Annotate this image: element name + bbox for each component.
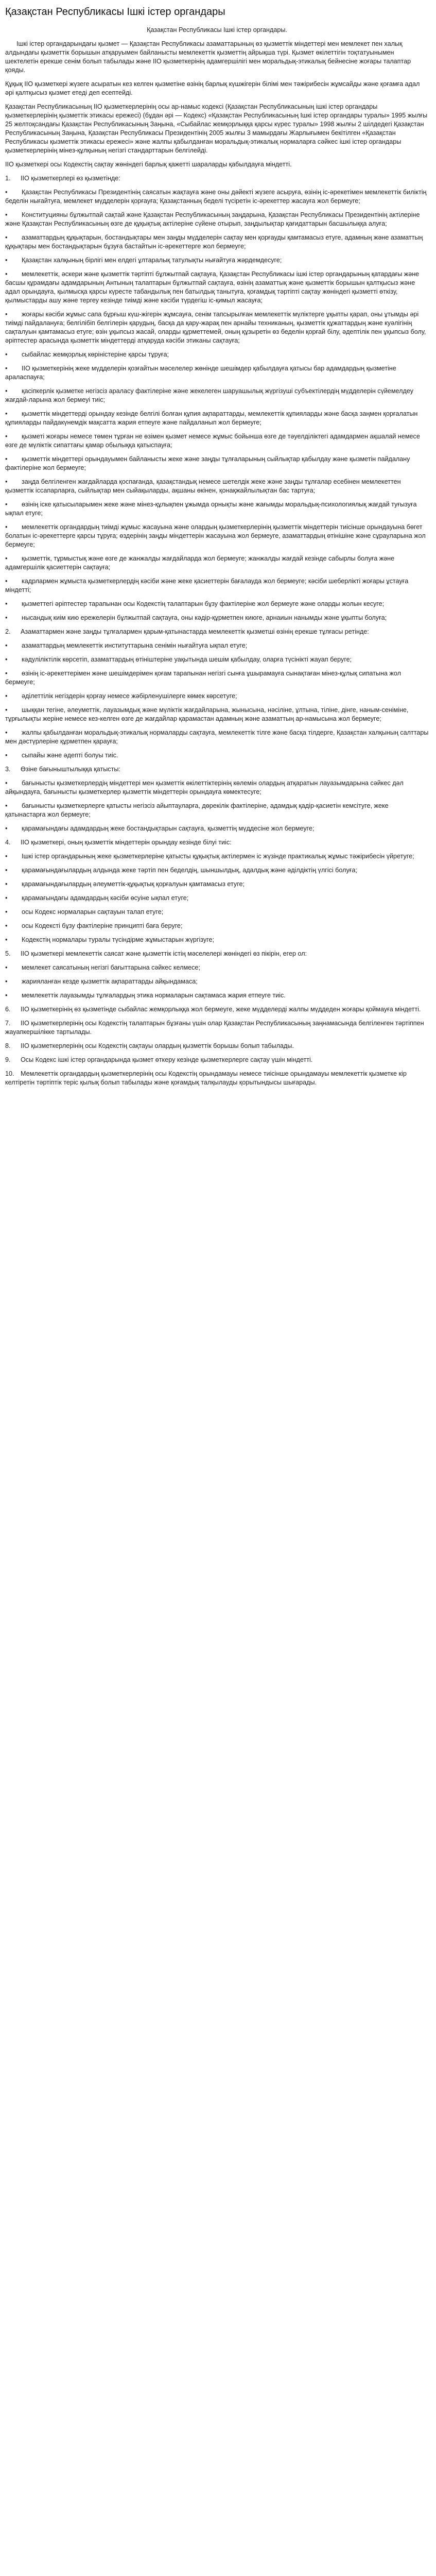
clause-text: ІІО қызметкерінің өз қызметінде сыбайлас жемқорлыққа жол бермеуге, жеке мүдделерді жалпы мүддеден жоғары қоймауға міндетті. — [21, 1006, 421, 1013]
list-item — [5, 310, 429, 345]
list-item-text: Конституцияны бұлжытпай сақтай және Қазақстан Республикасының заңдарына, Қазақстан Республикасы Президентінің актілеріне және Қазақстан Республикасының өзге де құқықтық актілеріне сүйене отырып, заңдылықтар қағидаттарын басшылыққа алуға; — [5, 211, 420, 227]
list-item — [5, 669, 429, 687]
bullet-marker: • — [5, 478, 8, 485]
list-item — [5, 908, 429, 917]
numbered-clause — [5, 628, 429, 636]
list-item-text: осы Кодексті бұзу фактілеріне принципті баға беруге; — [22, 922, 183, 929]
clause-text: ІІО қызметкерлерінің осы Кодекстің талаптарын бұзғаны үшін олар Қазақстан Республикасының заңнамасында белгіленген тәртіппен жауапкершілікке тартылады. — [5, 1020, 424, 1036]
bullet-marker: • — [5, 189, 8, 196]
list-item-text: өзінің іс-әрекеттерімен және шешімдерімен қоғам тарапынан негізгі сынға ұшырамауға сынақтаған мінез-құлық сипатына жол бермеуге; — [5, 670, 401, 686]
document-intro — [5, 40, 429, 169]
bullet-marker: • — [5, 270, 8, 278]
list-item-text: мемлекет саясатының негізгі бағыттарына сәйкес келмесе; — [22, 964, 200, 971]
numbered-clause — [5, 174, 429, 183]
list-item-text: қасіпкерлік қызметке негізсіз араласу фактілеріне және жекелеген шаруашылық жүргізуші субъектілердің мүдделерін сүйемелдеу жағдай-ларына жол бермеуі тиіс; — [5, 387, 414, 403]
list-item-text: қызметтегі әріптестер тарапынан осы Кодекстің талаптарын бұзу фактілеріне жол бермеуге және оларды жолын кесуге; — [22, 600, 385, 607]
list-item — [5, 188, 429, 206]
list-item-text: қызметі жоғары немесе төмен тұрған не өзімен қызмет немесе жұмыс бойынша өзге де тәуелділіктегі адамдармен ақшалай немесе өзге де мүліктік сипаттағы қамар обылыққа қатыспауға; — [5, 433, 420, 449]
list-item-text: қызметтік міндеттері орындауымен байланысты жеке және заңды тұлғаларының сыйлықтар қабылдау және қызметін пайдалану фактілеріне жол бермеуге; — [5, 455, 410, 471]
list-item — [5, 614, 429, 622]
list-item-text: әділеттілік негіздерін қорғау немесе жәбірленушілерге көмек көрсетуге; — [22, 692, 237, 700]
numbered-clause — [5, 838, 429, 847]
list-item-text: мемлекеттік лауазымды тұлғалардың этика нормаларын сақтамаса жария етпеуге тиіс. — [22, 992, 286, 999]
list-item-text: азаматтардың мемлекеттік институттарына сенімін нығайтуға ықпал етуге; — [22, 642, 248, 649]
bullet-marker: • — [5, 211, 8, 218]
list-item-text: қарамағындағы адамдардың жеке бостандықтарын сақтауға, қызметтің мүддесіне жол бермеуге; — [22, 825, 315, 832]
list-item-text: бағынысты қызметкерлерге қатысты негізсіз айыптауларға, дөрекілік фактілеріне, адамдық қадір-қасиетін кемсітуге, жеке қатынастарға жол бермеуге; — [5, 802, 389, 818]
list-item-text: кадрлармен жұмыста қызметкерлердің кәсіби және жеке қасиеттерін бағалауда жол бермеуге; кәсіби шеберлікті жоғары ұстауға міндетті; — [5, 578, 409, 594]
list-item-text: мемлекеттік, әскери және қызметтік тәртіпті бұлжытпай сақтауға, Қазақстан Республикасы ішкі істер органдарының қатардағы және басшы құрамдағы адамдарының Антының талаптарын бұлжытпай сақтауға, өзінің азаматтық және қызметтік борышын қалтқысыз және адал орындауға, қылмысқа қарсы күресте табандылық пен батылдық танытуға, қоғамдық тәртіпті сақтау жөніндегі қызметті өткізу, қылмыстарды ашу және тергеу кезінде тиімді және кәсіби түрдегіш іс-қимыл жасауға; — [5, 270, 420, 304]
bullet-marker: • — [5, 867, 8, 874]
list-item-text: қызметтік, тұрмыстық және өзге де жанжалды жағдайларда жол бермеуге; жанжалды жағдай кезінде сабырлы болуға және адамгершілік қасиеттерін сақтауға; — [5, 555, 395, 571]
bullet-marker: • — [5, 752, 8, 759]
list-item — [5, 478, 429, 495]
clause-text: Өзіне бағыныштылыққа қатысты: — [21, 766, 120, 773]
list-item — [5, 991, 429, 1000]
bullet-marker: • — [5, 523, 8, 531]
list-item-text: жоғары кәсіби жұмыс сапа бұрғыш күш-жігерін жұмсауға, сенім тапсырылған мемлекеттік мүліктерге ұқыпты қарап, оны ұтымды әрі тиімді пайдалануға; белгілібіп белгілерін қарудың, басқа да қару-жарақ пен арнайы техниканың, қызметтік құжаттардың және куәлігінің сақталуын қамтамасыз етуге; өзін ұқыпсыз жасай, оларды құрметтемей, оның құзыретін өз беделін қорғай білу, әдептілік пен ұқыпсыз болу, әріптестер арасында қызметтік міндеттерді атқаруда кәсіби этиканы сақтауға; — [5, 311, 426, 344]
bullet-marker: • — [5, 578, 8, 585]
list-item-text: Кодекстің нормалары туралы түсіндірме жұмыстарын жүргізуге; — [22, 936, 215, 943]
numbered-clause — [5, 1056, 429, 1064]
list-item — [5, 641, 429, 650]
clause-text: ІІО қызметкерлерінің осы Кодекстің сақтауы олардың қызметтік борышы болып табылады. — [21, 1042, 294, 1049]
numbered-clause — [5, 765, 429, 774]
list-item — [5, 387, 429, 404]
numbered-clause — [5, 1019, 429, 1037]
bullet-marker: • — [5, 455, 8, 463]
list-item — [5, 728, 429, 746]
bullet-marker: • — [5, 257, 8, 264]
bullet-marker: • — [5, 433, 8, 440]
list-item-text: ІІО қызметкерінің жеке мүдделерін қозғайтын мәселелер жөнінде шешімдер қабылдауға қатысы бар адамдардың қызметіне араласпауға; — [5, 365, 396, 381]
list-item — [5, 600, 429, 608]
clause-number: 3. — [5, 766, 11, 773]
list-item — [5, 936, 429, 944]
list-item-text: осы Кодекс нормаларын сақтауын талап етуге; — [22, 908, 164, 916]
list-item-text: бағынысты қызметкерлердің міндеттері мен қызметтік өкілеттіктерінің көлемін олардың атқаратын лауазымдарына сәйкес дәл айқындауға, бағынысты қызметкерлер қызметтік міндеттерін орындауға көмектесуге; — [5, 779, 404, 795]
list-item — [5, 364, 429, 382]
bullet-marker: • — [5, 387, 8, 395]
list-item — [5, 894, 429, 903]
clause-number: 2. — [5, 628, 11, 635]
list-item — [5, 922, 429, 930]
bullet-marker: • — [5, 351, 8, 358]
bullet-marker: • — [5, 555, 8, 562]
clause-number: 1. — [5, 175, 11, 182]
bullet-marker: • — [5, 501, 8, 508]
list-item — [5, 523, 429, 549]
list-item — [5, 270, 429, 305]
list-item-text: қарамағындағылардың алдында жеке тәртіп пен беделдің, шыншылдық, адалдық және әділдіктің үлгісі болуға; — [22, 867, 357, 874]
list-item-text: Ішкі істер органдарының жеке қызметкерлеріне қатысты құқықтық актілермен іс жүзінде практикалық жұмыс тәжірибесін үйретуге; — [22, 853, 414, 860]
bullet-marker: • — [5, 922, 8, 929]
list-item-text: мемлекеттік органдардың тиімді жұмыс жасауына және олардың қызметкерлерінің қызметтік міндеттерін тиісінше орындауына бөгет болатын іс-әрекеттерге қарсы тұруға; өздерінің заңды міндеттерін жасауына жол бермеуге, азаматтардың өтінішіне және сұрауларына жол бермеуге; — [5, 523, 426, 548]
list-item-text: заңда белгіленген жағдайларда қоспағанда, қазақстандық немесе шетелдік жеке және заңды тұлғалар есебінен мемлекеттен қызметтік іссапарларға, сыйлықтар мен сыйақыларды, ақшаны өкінен, қонақжайлылықтан бас тартуға; — [5, 478, 401, 494]
numbered-clause — [5, 1070, 429, 1087]
bullet-marker: • — [5, 729, 8, 736]
list-item — [5, 692, 429, 701]
list-item-text: сыпайы және әдепті болуы тиіс. — [22, 752, 118, 759]
list-item — [5, 554, 429, 572]
bullet-marker: • — [5, 656, 8, 663]
numbered-clause — [5, 1042, 429, 1050]
list-item — [5, 410, 429, 427]
bullet-marker: • — [5, 614, 8, 621]
list-item — [5, 866, 429, 875]
list-item-text: нысандық киім кию ережелерін бұлжытпай сақтауға, оны кәдір-құрметпен киюге, арнаиын нанымды және ұқыпты болуға; — [22, 614, 387, 621]
document-body — [5, 174, 429, 1087]
bullet-marker: • — [5, 908, 8, 916]
clause-number: 6. — [5, 1006, 11, 1013]
intro-paragraph: Ішкі істер органдарындағы қызмет — Қазақстан Республикасы азаматтарының өз қызметтік міндеттері мен мемлекет пен халық алдындағы қызметтік борышын атқаруымен байланысты мемлекеттік қызметтің айрықша түрі. Қызмет өкілеттігін тоқтатуынымен шектелетін ерекше сенім болып табылады және ІІО қызметкерінің адамгершілігі мен моральдық-этикалық бейнесіне жоғары талаптар қояды. — [5, 40, 411, 74]
list-item — [5, 211, 429, 228]
bullet-marker: • — [5, 410, 8, 417]
clause-number: 7. — [5, 1020, 11, 1027]
list-item-text: қарамағындағылардың әлеуметтік-құқықтық қорғалуын қамтамасыз етуге; — [22, 880, 245, 888]
bullet-marker: • — [5, 894, 8, 902]
list-item — [5, 751, 429, 760]
bullet-marker: • — [5, 936, 8, 943]
bullet-marker: • — [5, 992, 8, 999]
clause-text: Осы Кодекс ішкі істер органдарында қызмет өткеру кезінде қызметкерлерге сақтау үшін міндетті. — [21, 1056, 313, 1063]
bullet-marker: • — [5, 802, 8, 809]
clause-number: 10. — [5, 1070, 14, 1077]
list-item — [5, 500, 429, 518]
list-item — [5, 233, 429, 251]
bullet-marker: • — [5, 642, 8, 649]
bullet-marker: • — [5, 365, 8, 372]
list-item — [5, 577, 429, 595]
list-item — [5, 977, 429, 986]
intro-paragraph: ІІО қызметкері осы Кодекстің сақтау жөніндегі барлық қажетті шараларды қабылдауға міндетті. — [5, 161, 292, 168]
intro-paragraph: Қазақстан Республикасының ІІО қызметкерлерінің осы ар-намыс кодексі (Қазақстан Республикасының ішкі істер органдары қызметкерлерінің қызметтік этикасы ережесі) (бұдан әрі — Кодекс) «Қазақстан Республикасының Ішкі істер органдары туралы» 1995 жылғы 25 желтоқсандағы Қазақстан Республикасының Заңына, «Сыбайлас жемқорлыққа қарсы күрес туралы» 1998 жылғы 2 шілдедегі Қазақстан Республикасының Заңына, Қазақстан Республикасы Президентінің 2005 жылғы 3 мамырдағы Жарлығымен бекітілген «Қазақстан Республикасы қызметтік этикасы ережесі» және жалпы қабылданған моральдық-этикалық нормаларға сәйкес ішкі істер органдары қызметкерлерінің мінез-құлқының негізгі стандарттарын белгілейді. — [5, 103, 428, 154]
list-item — [5, 432, 429, 450]
list-item-text: Қазақстан Республикасы Президентінің саясатын жақтауға және оны дәйекті жүзеге асыруға, өзінің іс-әрекетімен мемлекеттік биліктің беделін нығайтуға, мемлекет мүдделерін қорғауға; Қазақстанның беделі түсіретін іс-әрекеттер жасауға жол бермеуге; — [5, 189, 427, 205]
bullet-marker: • — [5, 853, 8, 860]
list-item — [5, 852, 429, 861]
list-item-text: жарияланған кезде қызметтік ақпараттарды айқындамаса; — [22, 978, 198, 985]
list-item — [5, 706, 429, 723]
list-item-text: қарамағындағы адамдардың кәсіби өсуіне ықпал етуге; — [22, 894, 189, 902]
list-item — [5, 880, 429, 889]
bullet-marker: • — [5, 670, 8, 677]
bullet-marker: • — [5, 779, 8, 787]
list-item-text: өзінің іске қатысыларымен жеке және мінез-құлықпен ұжымда орнықты және жағымды моральдық-психологиялық жағдай туғызуға ықпал етуге; — [5, 501, 417, 517]
clause-text: Азаматтармен және заңды тұлғалармен қарым-қатынастарда мемлекеттік қызметші өзінің ерекше тұлғасы ретінде: — [21, 628, 369, 635]
clause-text: ІІО қызметкері, оның қызметтік міндеттерін орындау кезінде білуі тиіс: — [21, 839, 232, 846]
bullet-marker: • — [5, 706, 8, 714]
document-heading: Қазақстан Республикасы Ішкі істер органдары. — [147, 26, 287, 33]
bullet-marker: • — [5, 978, 8, 985]
numbered-clause — [5, 1005, 429, 1014]
page-title: Қазақстан Республикасы Ішкі істер органдары — [5, 6, 225, 18]
list-item — [5, 779, 429, 796]
list-item-text: азаматтардың құқықтарын, бостандықтары мен заңды мүдделерін сақтау мен қорғауды қамтамасыз етуге, адамның және азаматтың құқықтары мен бостандықтарын бұзуға бастайтын іс-әрекеттерге жол бермеуге; — [5, 234, 423, 250]
list-item — [5, 963, 429, 972]
bullet-marker: • — [5, 880, 8, 888]
bullet-marker: • — [5, 692, 8, 700]
list-item — [5, 256, 429, 265]
list-item — [5, 802, 429, 819]
bullet-marker: • — [5, 311, 8, 318]
clause-number: 9. — [5, 1056, 11, 1063]
list-item-text: қызметтік міндеттерді орындау кезінде белгілі болған құпия ақпараттарды, мемлекеттік құпияларды және басқа заңмен қорғалатын құпияларды пайдакүнемдік мақсатта жария етпеуге және пайдаланып жол бермеуге; — [5, 410, 418, 426]
intro-paragraph: Құқық ІІО қызметкері жүзеге асыратын кез келген қызметіне өзінің барлық күшжігерін білімі мен тәжірибесін жұмсайды және қоғамға адал әрі қалтқысыз қызмет етеді деп есептейді. — [5, 80, 420, 96]
list-item — [5, 350, 429, 359]
numbered-clause — [5, 950, 429, 958]
clause-text: Мемлекеттік органдардың қызметкерлерінің осы Кодекстің орындамауы немесе тиісінше орындамауы мемлекеттік қызметке кір келтіретін тәртіптік теріс қылық болып табылады және қоғамдық талқылауды қорытындысы шығарады. — [5, 1070, 407, 1086]
bullet-marker: • — [5, 825, 8, 832]
list-item-text: Қазақстан халқының бірлігі мен елдегі ұлтаралық татулықты нығайтуға жәрдемдесуге; — [22, 257, 282, 264]
clause-number: 8. — [5, 1042, 11, 1049]
list-item-text: жалпы қабылданған моральдық-этикалық нормаларды сақтауға, мемлекеттік тілге және басқа тілдерге, Қазақстан халқының салттары мен дәстүрлеріне құрметпен қарауға; — [5, 729, 429, 745]
list-item-text: шыққан тегіне, әлеуметтік, лауазымдық және мүліктік жағдайларына, жынысына, нәсіліне, ұлтына, тіліне, дінге, наным-сеніміне, тұрғылықты жеріне немесе кез-келген өзге де жағдайлар қарамастан адамның және азаматтың ар-намысына жол бермеуге; — [5, 706, 409, 722]
list-item — [5, 455, 429, 472]
bullet-marker: • — [5, 600, 8, 607]
clause-number: 4. — [5, 839, 11, 846]
bullet-marker: • — [5, 234, 8, 241]
list-item — [5, 824, 429, 833]
list-item — [5, 655, 429, 664]
clause-text: ІІО қызметкері мемлекеттік саясат және қызметтік істің мәселелері жөніндегі өз пікірін, егер ол: — [21, 950, 307, 957]
clause-number: 5. — [5, 950, 11, 957]
list-item-text: сыбайлас жемқорлық көріністеріне қарсы тұруға; — [22, 351, 169, 358]
clause-text: ІІО қызметкерлері өз қызметінде: — [21, 175, 120, 182]
list-item-text: кәдуліліктілік көрсетіп, азаматтардың өтініштеріне уақытында шешім қабылдау, оларға түсінікті жауап беруге; — [22, 656, 352, 663]
bullet-marker: • — [5, 964, 8, 971]
